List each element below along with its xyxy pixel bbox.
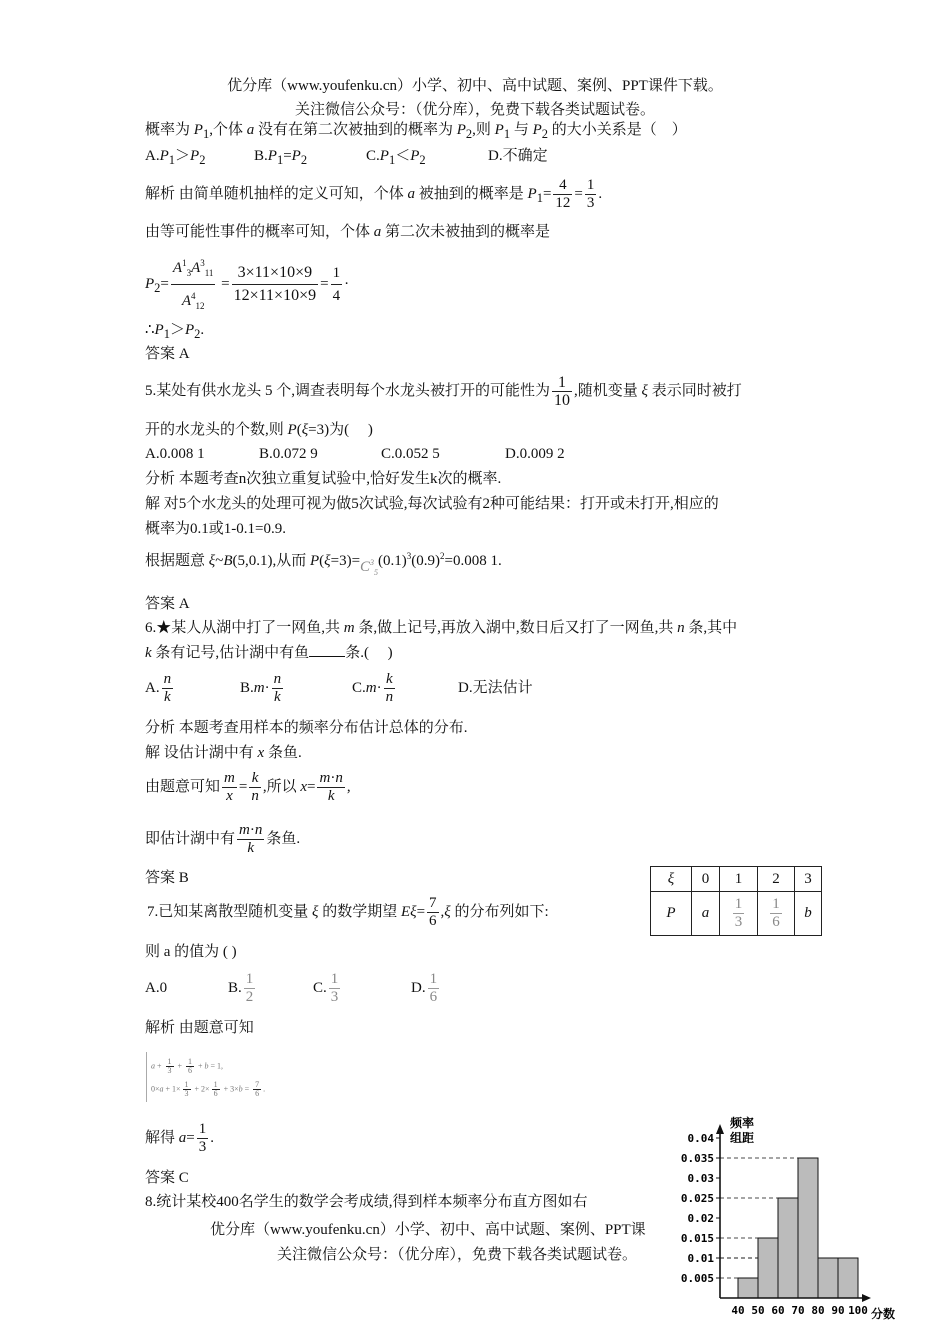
x-tick-label: 70: [791, 1304, 805, 1317]
table-row: [651, 867, 822, 892]
q7-solution: 解得 a= $\frac{1}{3}$ .: [145, 1121, 214, 1156]
q7-answer: 答案 C: [145, 1170, 189, 1186]
q4-answer: 答案 A: [145, 346, 190, 362]
table-cell: ξ: [651, 867, 692, 892]
x-tick-label: 60: [771, 1304, 785, 1317]
q5-option-c: C.0.052 5: [381, 446, 440, 462]
y-tick-label: 0.015: [680, 1232, 714, 1245]
q6-solution-1: 解 设估计湖中有 x 条鱼.: [145, 745, 302, 761]
q5-prompt-2: 开的水龙头的个数,则 P(ξ=3)为( ): [145, 422, 373, 438]
q4-analysis-2: 由等可能性事件的概率可知，个体 a 第二次未被抽到的概率是: [145, 224, 551, 240]
x-axis-arrow: [862, 1294, 871, 1302]
table-cell: $\frac{1}{6}$: [758, 892, 795, 936]
y-axis-label-top: 频率: [730, 1116, 755, 1130]
y-axis-label-bottom: 组距: [730, 1131, 755, 1145]
q4-option-c: $C.P_1<P_2$: [366, 148, 426, 167]
q5-answer: 答案 A: [145, 596, 190, 612]
q7-analysis: 解析 由题意可知: [145, 1020, 254, 1036]
x-tick-label: 80: [811, 1304, 825, 1317]
x-tick-label: 50: [751, 1304, 765, 1317]
table-cell: 0: [692, 867, 720, 892]
q4-option-b: $B.P_1=P_2$: [254, 148, 308, 167]
table-cell: a: [692, 892, 720, 936]
footer-line-1: 优分库（www.youfenku.cn）小学、初中、高中试题、案例、PPT课: [210, 1222, 646, 1238]
x-tick-label: 90: [831, 1304, 845, 1317]
q6-option-d: D.无法估计: [458, 680, 533, 696]
histogram-bar: [818, 1258, 838, 1298]
q7-option-b: B. $\frac{1}{2}$: [228, 971, 254, 1006]
q5-option-a: A.0.008 1: [145, 446, 205, 462]
q6-answer: 答案 B: [145, 870, 189, 886]
q7-prompt-1: 7.已知某离散型随机变量 ξ 的数学期望 Eξ= $\frac{7}{6}$ ,ξ 的分布列如下:: [147, 895, 549, 930]
equation-system: a + $\frac{1}{3}$ + $\frac{1}{6}$ + b = 1, 0×a + 1× $\frac{1}{3}$ + 2× $\frac{1}{6}$ + 3×b = $\frac{7}{6}$ .: [146, 1052, 341, 1102]
y-tick-label: 0.02: [687, 1212, 714, 1225]
q5-solution-2: 概率为0.1或1-0.1=0.9.: [145, 521, 286, 537]
x-axis-label: 分数: [871, 1307, 896, 1321]
q6-option-b: B.m· $\frac{n}{k}$: [240, 671, 282, 706]
q7-option-a: A.0: [145, 980, 168, 996]
q7-option-d: D. $\frac{1}{6}$: [411, 971, 438, 1006]
table-cell: 3: [795, 867, 822, 892]
table-cell: b: [795, 892, 822, 936]
histogram-bar: [738, 1278, 758, 1298]
q6-option-c: C.m· $\frac{k}{n}$: [352, 671, 394, 706]
frequency-histogram: [660, 1110, 910, 1335]
q6-solution-2: 由题意可知 $\frac{m}{x}$ = $\frac{k}{n}$ ,所以 x= $\frac{m\cdot n}{k}$ ,: [145, 770, 351, 805]
x-tick-label: 100: [848, 1304, 868, 1317]
q8-prompt: 8.统计某校400名学生的数学会考成绩,得到样本频率分布直方图如右: [145, 1194, 588, 1210]
y-tick-label: 0.005: [680, 1272, 714, 1285]
histogram-bar: [778, 1198, 798, 1298]
histogram-bar: [838, 1258, 858, 1298]
q7-option-c: C. $\frac{1}{3}$: [313, 971, 339, 1006]
table-row: [651, 892, 822, 936]
table-cell: 1: [720, 867, 758, 892]
y-axis-arrow: [716, 1124, 724, 1134]
x-tick-label: 40: [731, 1304, 745, 1317]
q4-formula: $P_2=$ $\frac{A^1_3A^3_{11}}{A^4_{12}}$ = $\frac{3\times 11\times 10\times 9}{12\times 11\times 10\times 9}$ = $\frac{1}{4}$ ·: [145, 252, 349, 317]
y-tick-label: 0.035: [680, 1152, 714, 1165]
y-tick-label: 0.01: [687, 1252, 714, 1265]
header-line-1: 优分库（www.youfenku.cn）小学、初中、高中试题、案例、PPT课件下载。: [227, 78, 723, 94]
y-tick-label: 0.025: [680, 1192, 714, 1205]
q6-option-a: A. $\frac{n}{k}$: [145, 671, 172, 706]
table-cell: $\frac{1}{3}$: [720, 892, 758, 936]
q4-conclusion: $\therefore P_1>P_2$.: [145, 322, 205, 341]
histogram-bar: [798, 1158, 818, 1298]
histogram-bar: [758, 1238, 778, 1298]
q5-solution-1: 解 对5个水龙头的处理可视为做5次试验,每次试验有2种可能结果：打开或未打开,相应的: [145, 496, 719, 512]
y-tick-label: 0.03: [687, 1172, 714, 1185]
q4-analysis-1: 解析 由简单随机抽样的定义可知，个体 a 被抽到的概率是 $P_1=$ $\frac{4}{12}$ = $\frac{1}{3}$ .: [145, 177, 603, 212]
q4-option-a: $A.P_1>P_2$: [145, 148, 206, 167]
distribution-table: [650, 866, 822, 936]
q6-solution-3: 即估计湖中有 $\frac{m\cdot n}{k}$ 条鱼.: [145, 822, 301, 857]
q5-option-d: D.0.009 2: [505, 446, 565, 462]
q7-prompt-2: 则 a 的值为 ( ): [145, 944, 237, 960]
q6-prompt-1: 6.★某人从湖中打了一网鱼,共 m 条,做上记号,再放入湖中,数日后又打了一网鱼,共 n 条,其中: [145, 620, 738, 636]
q5-option-b: B.0.072 9: [259, 446, 318, 462]
q4-option-d: D.不确定: [488, 148, 548, 164]
q6-prompt-2: k 条有记号,估计湖中有鱼 条.( ): [145, 645, 393, 661]
y-tick-label: 0.04: [687, 1132, 714, 1145]
q5-solution-3: 根据题意 ξ~B(5,0.1),从而 $P(\xi=3)=C^3_5(0.1)^3(0.9)^2=0.008$ 1.: [145, 551, 502, 577]
q4-continuation: 概率为 $P_1$,个体 a 没有在第二次被抽到的概率为 $P_2$,则 $P_1$ 与 $P_2$ 的大小关系是（ ）: [145, 122, 687, 141]
table-cell: P: [651, 892, 692, 936]
header-line-2: 关注微信公众号：（优分库），免费下载各类试题试卷。: [294, 102, 655, 118]
q5-prompt-1: 5.某处有供水龙头 5 个,调查表明每个水龙头被打开的可能性为 $\frac{1}{10}$ ,随机变量 ξ 表示同时被打: [145, 374, 742, 410]
table-cell: 2: [758, 867, 795, 892]
q5-analysis: 分析 本题考查n次独立重复试验中,恰好发生k次的概率.: [145, 471, 502, 487]
q6-analysis: 分析 本题考查用样本的频率分布估计总体的分布.: [145, 720, 468, 736]
footer-line-2: 关注微信公众号：（优分库），免费下载各类试题试卷。: [277, 1247, 638, 1263]
